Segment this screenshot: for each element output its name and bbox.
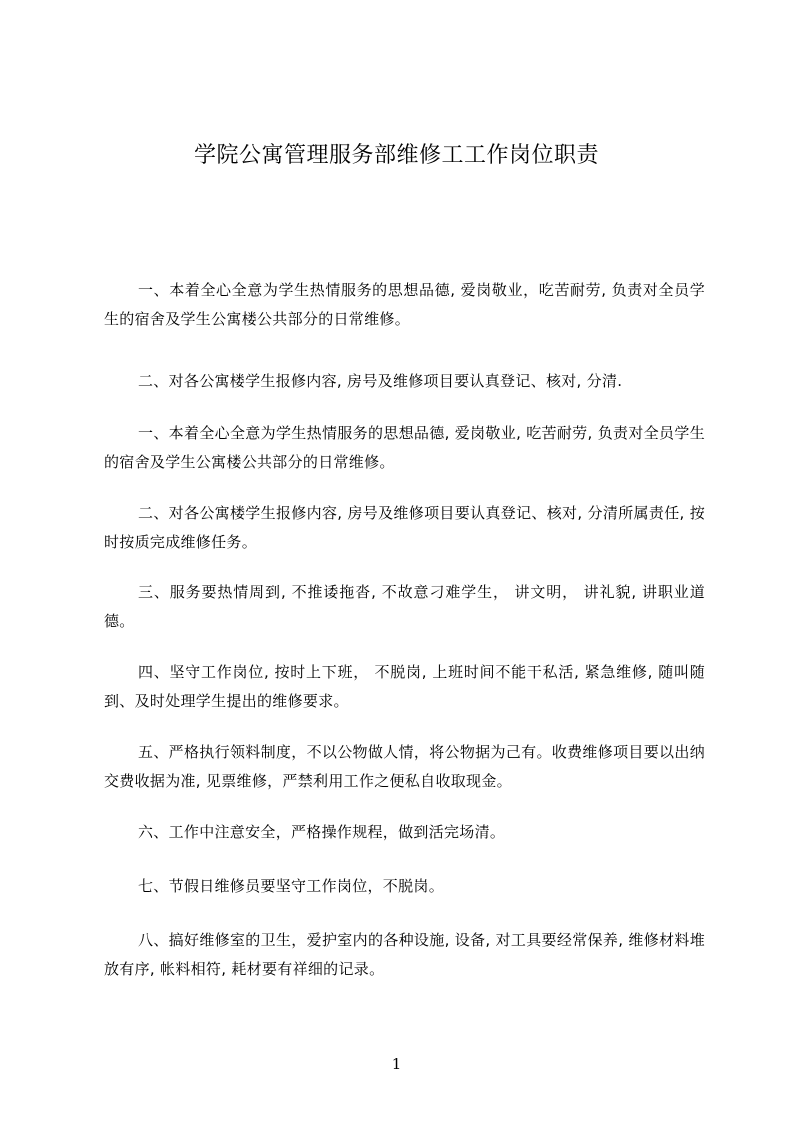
- paragraph-3: 一、本着全心全意为学生热情服务的思想品德, 爱岗敬业, 吃苦耐劳, 负责对全员学生的宿舍及学生公寓楼公共部分的日常维修。: [104, 424, 705, 471]
- paragraph-7: 五、严格执行领料制度，不以公物做人情，将公物据为己有。收费维修项目要以出纳交费收据为准, 见票维修，严禁利用工作之便私自收取现金。: [104, 743, 705, 790]
- paragraph-4: 二、对各公寓楼学生报修内容, 房号及维修项目要认真登记、核对, 分清所属责任, 按时按质完成维修任务。: [104, 504, 705, 551]
- paragraph-1: 一、本着全心全意为学生热情服务的思想品德, 爱岗敬业，吃苦耐劳, 负责对全员学生的宿舍及学生公寓楼公共部分的日常维修。: [104, 281, 705, 328]
- paragraph-6: 四、坚守工作岗位, 按时上下班， 不脱岗, 上班时间不能干私活, 紧急维修, 随叫随到、及时处理学生提出的维修要求。: [104, 663, 705, 710]
- paragraph-2: 二、对各公寓楼学生报修内容, 房号及维修项目要认真登记、核对, 分清.: [138, 372, 623, 390]
- paragraph-8: 六、工作中注意安全，严格操作规程，做到活完场清。: [138, 823, 506, 841]
- document-title: 学院公寓管理服务部维修工工作岗位职责: [193, 143, 599, 168]
- paragraph-10: 八、搞好维修室的卫生，爱护室内的各种设施, 设备, 对工具要经常保养, 维修材料堆放有序, 帐料相符, 耗材要有祥细的记录。: [104, 931, 705, 978]
- paragraph-5: 三、服务要热情周到, 不推诿拖沓, 不故意刁难学生， 讲文明， 讲礼貌, 讲职业道德。: [104, 583, 705, 630]
- page-number: 1: [391, 1055, 402, 1073]
- paragraph-9: 七、节假日维修员要坚守工作岗位，不脱岗。: [138, 877, 445, 895]
